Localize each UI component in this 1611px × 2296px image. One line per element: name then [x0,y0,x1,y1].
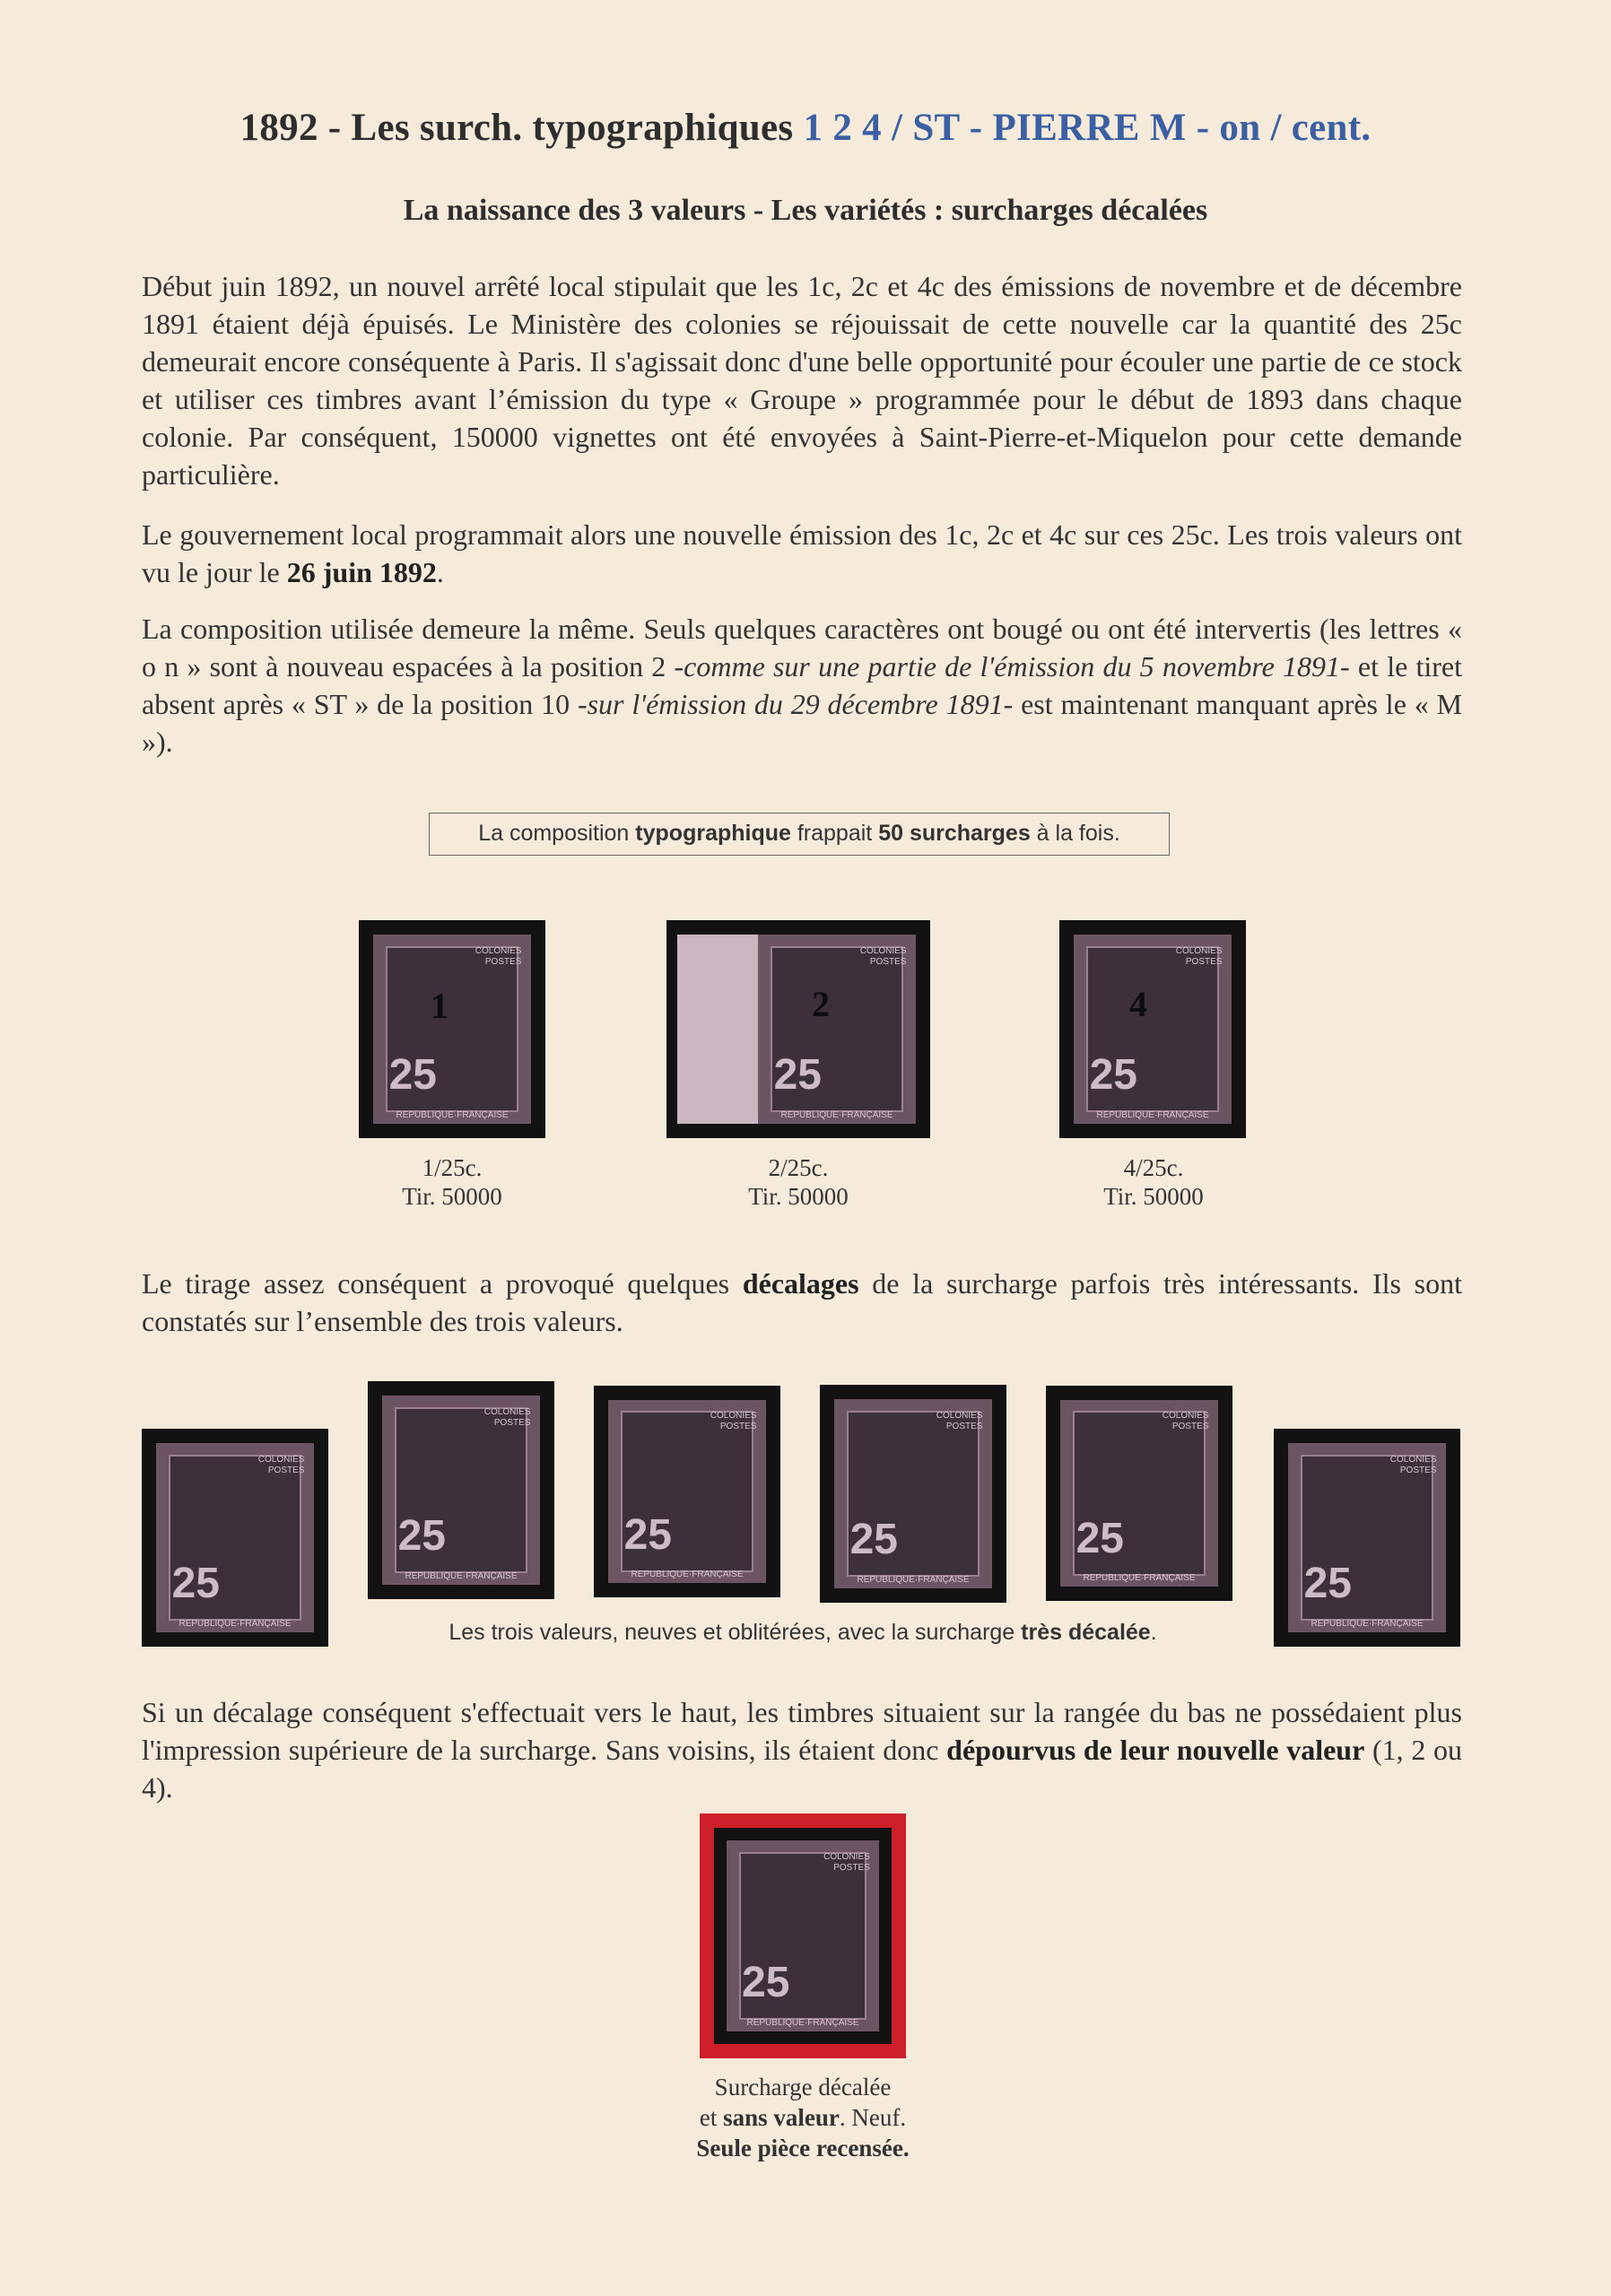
text: COLONIES [1175,945,1223,956]
text: COLONIES [475,945,522,956]
mount-inner [714,1828,892,2044]
stamp-bottom-label: REPUBLIQUE·FRANÇAISE [780,1109,893,1120]
intro-paragraph-1: Début juin 1892, un nouvel arrêté local stipulait que les 1c, 2c et 4c des émissions de novembre et de décembre 1891 étaient déjà épuisés. Le Ministère des colonies se réjouissait de cette nouvelle car la quantité des 25c demeurait encore conséquente à Paris. Il s'agissait donc d'une belle opportunité pour écouler une partie de ce stock et utiliser ces timbres avant l’émission du type « Groupe » programmée pour le début de 1893 dans chaque colonie. Par conséquent, 150000 vignettes ont été envoyées à Saint-Pierre-et-Miquelon pour cette demande particulière. [142,270,1462,491]
stamp-bottom-label: REPUBLIQUE·FRANÇAISE [396,1109,509,1120]
stamp-colonies-label [1176,946,1223,968]
bold-text: dépourvus de leur nouvelle valeur [946,1734,1365,1766]
text: COLONIES [823,1851,870,1862]
stamp-colonies-label [1390,1455,1437,1476]
text: . Neuf. [839,2104,907,2131]
caption-line-3: Seule pièce recensée. [696,2135,910,2161]
text: et le tiret absent après « ST » de la position 10 [142,650,1463,720]
stamp-mount-4c [1059,920,1246,1138]
shifted-stamp-mount-3 [594,1386,780,1597]
decalage-paragraph [142,1265,1462,1340]
caption-line-2 [623,2102,982,2133]
text: Les trois valeurs, neuves et oblitérées, avec la surcharge [448,1620,1022,1645]
title-part-dark: 1892 - Les surch. typographiques [239,107,804,149]
value-label: 2/25c. [768,1154,829,1181]
stamp-bottom-label: REPUBLIQUE·FRANÇAISE [1083,1572,1196,1583]
caption-1c [318,1153,587,1211]
text: (1, 2 ou 4). [142,1734,1463,1804]
stamp-colonies-label [475,946,522,968]
text: frappait [790,821,879,846]
caption-2c [664,1153,933,1211]
print-run-label: Tir. 50000 [1103,1183,1204,1210]
bold-text: très décalée [1021,1620,1151,1645]
text: POSTES [1399,1465,1437,1475]
overprint-value: 2 [812,984,830,1024]
shifted-stamp [1060,1400,1218,1587]
stamp-colonies-label [860,946,907,968]
stamp-colonies-label [823,1852,870,1874]
text: est maintenant manquant après le « M »). [142,688,1463,758]
overprint-value: 1 [431,986,448,1026]
date-bold: 26 juin 1892 [286,556,437,588]
stamp-colonies-label [936,1411,983,1432]
stamp-face-value: 25 [773,1051,822,1100]
intro-paragraph-3 [142,610,1462,761]
text: Le gouvernement local programmait alors une nouvelle émission des 1c, 2c et 4c sur ces 25c. Les trois valeurs ont vu le jour le [142,518,1462,588]
shifted-stamp-mount-4 [820,1385,1006,1603]
italic-text: -comme sur une partie de l'émission du 5 novembre 1891- [674,650,1350,683]
stamp-face-value: 25 [1089,1051,1137,1100]
stamp-face-value: 25 [171,1560,220,1608]
text: . [436,556,444,588]
bold-text: sans valeur [723,2104,840,2131]
shifted-stamp [834,1399,992,1588]
sans-valeur-paragraph [142,1693,1462,1806]
stamp-bottom-label: REPUBLIQUE·FRANÇAISE [1311,1618,1424,1629]
text: POSTES [1185,956,1223,967]
bold-text: 50 surcharges [878,821,1031,846]
stamp-face-value: 25 [623,1511,672,1560]
text: de la surcharge parfois très intéressants. Ils sont constatés sur l’ensemble des trois valeurs. [142,1267,1463,1337]
text: à la fois. [1030,821,1120,846]
composition-note-box [429,813,1170,856]
stamp-colonies-label [710,1411,757,1432]
text: COLONIES [710,1411,757,1422]
stamp-mount-2c [666,920,930,1138]
stamp-face-value: 25 [1075,1514,1124,1562]
stamp-face-value: 25 [388,1051,437,1100]
print-run-label: Tir. 50000 [402,1183,502,1210]
print-run-label: Tir. 50000 [748,1183,849,1210]
shifted-stamp [1288,1443,1446,1632]
sans-valeur-stamp-mount [700,1813,906,2058]
stamp-bottom-label: REPUBLIQUE·FRANÇAISE [405,1570,518,1581]
stamp-bottom-label: REPUBLIQUE·FRANÇAISE [631,1569,744,1579]
stamp-4c [1074,935,1232,1124]
value-label: 4/25c. [1123,1154,1184,1181]
bold-text: décalages [742,1267,859,1300]
sans-valeur-caption [623,2072,982,2163]
shifted-stamp [608,1400,766,1583]
text: POSTES [833,1862,870,1873]
text: POSTES [869,956,907,967]
text: COLONIES [1389,1454,1437,1465]
text: COLONIES [859,945,907,956]
intro-paragraph-2 [142,516,1462,591]
sans-valeur-stamp [727,1840,879,2031]
text: POSTES [484,956,522,967]
stamp-colonies-label [258,1455,305,1476]
text: Si un décalage conséquent s'effectuait vers le haut, les timbres situaient sur la rangée du bas ne possédaient plus l'impression supérieure de la surcharge. Sans voisins, ils étaient donc [142,1696,1462,1766]
text: La composition [478,821,636,846]
stamp-face-value: 25 [742,1959,790,2007]
text: COLONIES [936,1410,983,1421]
shifted-stamp-mount-5 [1046,1386,1232,1601]
shifted-stamp-mount-1 [142,1429,328,1647]
stamp-2c [758,935,916,1124]
shifted-stamp-mount-2 [368,1381,554,1599]
stamp-colonies-label [1163,1411,1209,1432]
text: COLONIES [1162,1411,1209,1422]
shifted-row-caption [341,1620,1265,1646]
caption-4c [1019,1153,1288,1211]
shifted-stamp-mount-6 [1274,1429,1460,1647]
stamp-mount-1c [359,920,545,1138]
text: Le tirage assez conséquent a provoqué quelques [142,1267,743,1300]
page-title [0,106,1611,150]
stamp-face-value: 25 [1303,1560,1352,1608]
bold-text: typographique [635,821,791,846]
stamp-face-value: 25 [849,1516,898,1564]
text: POSTES [1171,1422,1209,1432]
stamp-colonies-label [484,1407,531,1429]
text: POSTES [719,1422,757,1432]
text: COLONIES [257,1454,305,1465]
title-part-blue: 1 2 4 / ST - PIERRE M - on / cent. [803,107,1372,149]
stamp-bottom-label: REPUBLIQUE·FRANÇAISE [1096,1109,1209,1120]
sheet-margin [677,935,758,1124]
text: POSTES [945,1421,983,1431]
italic-text: -sur l'émission du 29 décembre 1891- [577,688,1014,720]
shifted-stamp [156,1443,314,1632]
value-label: 1/25c. [422,1154,483,1181]
text: La composition utilisée demeure la même. Seuls quelques caractères ont bougé ou ont été intervertis (les lettres « o n » sont à nouveau espacées à la position 2 [142,613,1462,683]
text: et [699,2104,724,2131]
stamp-bottom-label: REPUBLIQUE·FRANÇAISE [746,2017,859,2028]
shifted-stamp [382,1396,540,1585]
caption-line-1: Surcharge décalée [714,2074,892,2100]
stamp-1c [373,935,531,1124]
stamp-face-value: 25 [397,1512,446,1561]
page-subtitle: La naissance des 3 valeurs - Les variétés : surcharges décalées [403,194,1208,227]
stamp-bottom-label: REPUBLIQUE·FRANÇAISE [857,1574,970,1585]
text: POSTES [267,1465,305,1475]
overprint-value: 4 [1129,984,1147,1024]
text: POSTES [493,1417,531,1428]
text: COLONIES [483,1406,531,1417]
stamp-bottom-label: REPUBLIQUE·FRANÇAISE [179,1618,292,1629]
text: . [1150,1620,1157,1645]
